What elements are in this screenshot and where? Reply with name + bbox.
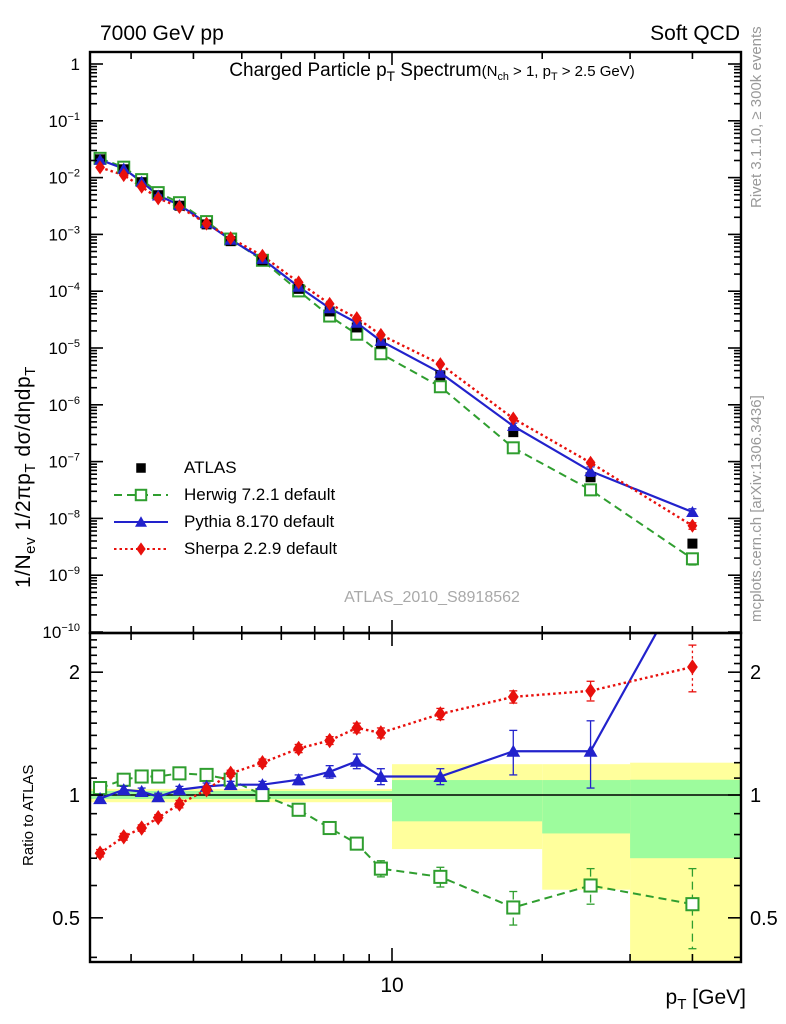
beam-energy-label: 7000 GeV pp (100, 22, 224, 45)
legend-label: Pythia 8.170 default (184, 511, 335, 531)
svg-text:10−9: $10^{-9}$ (48, 565, 80, 586)
x-axis-title: $p_T$ [GeV] (665, 986, 746, 1014)
svg-text:2: 2 (750, 662, 762, 685)
svg-text:1: 1 (68, 785, 80, 807)
plot-title (229, 60, 634, 84)
atlas-marker-icon (112, 456, 170, 480)
legend-label: Herwig 7.2.1 default (184, 484, 336, 504)
svg-text:10−2: $10^{-2}$ (48, 167, 80, 188)
svg-text:1: 1 (70, 55, 80, 74)
plot-title-main: Charged Particle $p_T$ Spectrum (229, 60, 482, 84)
pythia-marker-icon (112, 510, 170, 534)
legend-label: Sherpa 2.2.9 default (184, 538, 338, 558)
herwig-marker-icon (112, 483, 170, 507)
svg-text:0.5: 0.5 (52, 907, 80, 930)
svg-text:10−1: $10^{-1}$ (48, 110, 80, 131)
svg-text:0.5: 0.5 (750, 907, 778, 930)
svg-text:10−10: $10^{-10}$ (42, 622, 80, 642)
legend-item-sherpa (112, 535, 337, 562)
ratio-y-axis-title: Ratio to ATLAS (20, 764, 37, 866)
rivet-version-note: Rivet 3.1.10, ≥ 300k events (748, 26, 765, 208)
svg-text:10: 10 (380, 974, 404, 997)
main-y-axis-title: $1/N_{ev}$ $1/2\pi p_T$ dσ/dηdp$_T$ (12, 366, 40, 588)
svg-text:10−6: $10^{-6}$ (48, 394, 80, 415)
legend-item-herwig (112, 481, 337, 508)
sherpa-marker-icon (112, 537, 170, 561)
legend-item-atlas (112, 454, 337, 481)
svg-text:10−4: $10^{-4}$ (48, 281, 80, 302)
svg-text:10−8: $10^{-8}$ (48, 508, 80, 529)
legend (112, 454, 337, 562)
svg-text:2: 2 (68, 662, 80, 685)
svg-text:10−3: $10^{-3}$ (48, 224, 80, 245)
svg-text:10−5: $10^{-5}$ (48, 338, 80, 358)
svg-text:10−7: $10^{-7}$ (48, 451, 80, 472)
legend-item-pythia (112, 508, 337, 535)
analysis-id-watermark: ATLAS_2010_S8918562 (344, 589, 520, 606)
plot-title-condition: ($N_{ch} > 1$, $p_T > 2.5$ GeV) (481, 63, 635, 83)
process-group-label: Soft QCD (650, 22, 740, 45)
svg-text:1: 1 (750, 785, 762, 807)
mcplots-source-note: mcplots.cern.ch [arXiv:1306.3436] (748, 395, 765, 622)
legend-label: ATLAS (184, 457, 237, 477)
